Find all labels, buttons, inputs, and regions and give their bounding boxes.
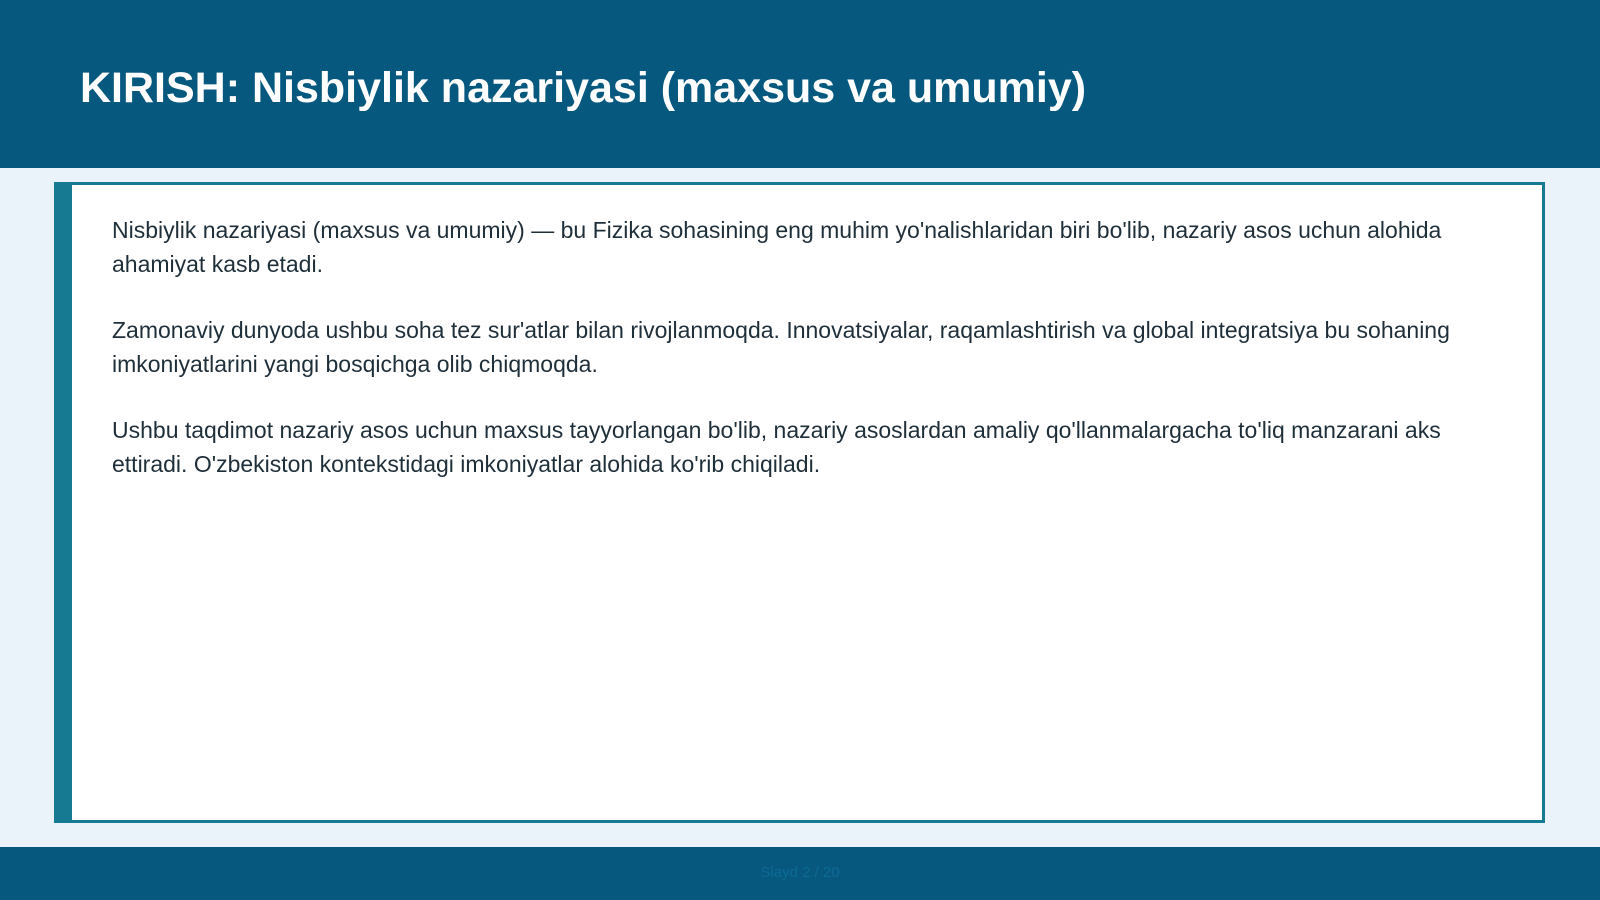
slide-number: Slayd 2 / 20 [760,864,840,881]
paragraph-presentation-purpose: Ushbu taqdimot nazariy asos uchun maxsus tayyorlangan bo'lib, nazariy asoslardan amaliy qo'llanmalargacha to'liq manzarani aks ettiradi. O'zbekiston kontekstidagi imkoniyatlar alohida ko'rib chiqiladi. [112,417,1441,477]
paragraph-intro: Nisbiylik nazariyasi (maxsus va umumiy) — bu Fizika sohasining eng muhim yo'nalishlaridan biri bo'lib, nazariy asos uchun alohida ahamiyat kasb etadi. [112,217,1442,277]
slide-title: KIRISH: Nisbiylik nazariyasi (maxsus va umumiy) [80,64,1087,112]
slide-header [0,0,1600,168]
paragraph-modern-world: Zamonaviy dunyoda ushbu soha tez sur'atlar bilan rivojlanmoqda. Innovatsiyalar, raqamlashtirish va global integratsiya bu sohaning imkoniyatlarini yangi bosqichga olib chiqmoqda. [112,317,1450,377]
slide-footer [0,847,1600,900]
